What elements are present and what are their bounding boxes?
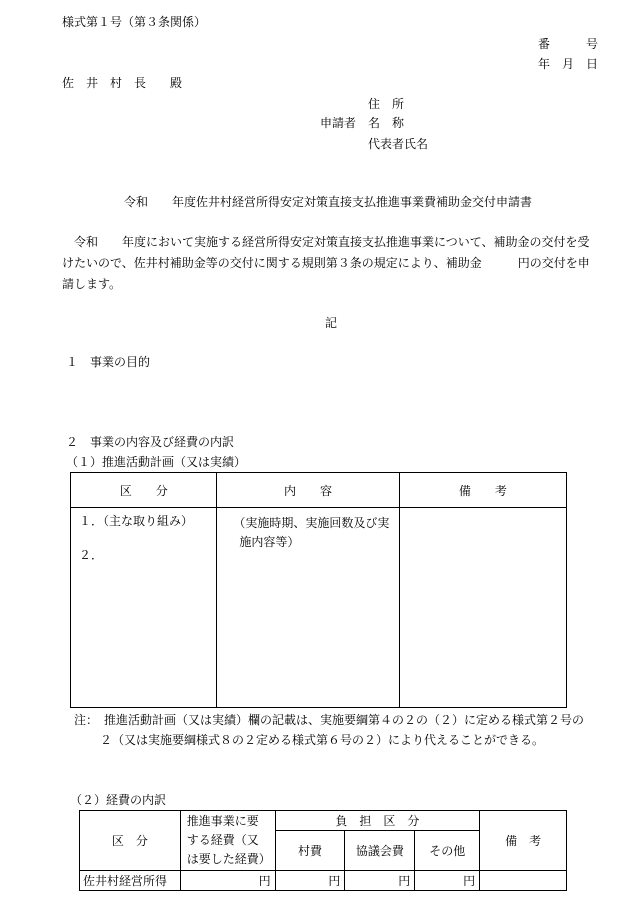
body-line: 令和 年度において実施する経営所得安定対策直接支払推進事業について、補助金の交付を受 [62, 235, 590, 249]
remarks-value [480, 871, 567, 891]
note-line: 注： 推進活動計画（又は実績）欄の記載は、実施要綱第４の２の（２）に定める様式第２号の [74, 713, 585, 727]
header-remarks: 備 考 [399, 473, 566, 508]
note-line: ２（又は実施要綱様式８の２定める様式第６号の２）により代えることができる。 [100, 733, 545, 747]
address-label: 住 所 [368, 97, 405, 111]
item-2: ２． [79, 548, 104, 562]
applicant-label: 申請者 [320, 116, 357, 130]
body-line: 請します。 [62, 277, 122, 291]
name-label: 名 称 [368, 116, 405, 130]
ki-mark: 記 [325, 316, 338, 330]
document-title: 令和 年度佐井村経営所得安定対策直接支払推進事業費補助金交付申請書 [124, 195, 533, 209]
sub-activity-plan: （１）推進活動計画（又は実績） [66, 455, 247, 469]
village-cost-header: 村費 [275, 831, 345, 871]
burden-header: 負 担 区 分 [275, 811, 480, 831]
expense-header-line: は要した経費） [186, 852, 271, 866]
content-hint-line: 施内容等） [239, 535, 300, 549]
item-1: １．（主な取り組み） [79, 514, 194, 528]
form-id: 様式第１号（第３条関係） [62, 15, 207, 29]
village-yen: 円 [275, 871, 345, 891]
number-label: 番 号 [538, 37, 599, 51]
expense-yen: 円 [180, 871, 275, 891]
section-content: ２ 事業の内容及び経費の内訳 [66, 435, 235, 449]
body-line: けたいので、佐井村補助金等の交付に関する規則第３条の規定により、補助金 円の交付を申 [62, 256, 590, 270]
section-purpose: １ 事業の目的 [66, 355, 151, 369]
other-yen: 円 [415, 871, 480, 891]
expense-header [180, 811, 275, 871]
expense-header-line: する経費（又 [186, 833, 259, 847]
representative-label: 代表者氏名 [368, 137, 429, 151]
expense-table [79, 810, 567, 891]
council-yen: 円 [345, 871, 415, 891]
sub-expense-breakdown: （２）経費の内訳 [70, 793, 167, 807]
kubun-header: 区 分 [80, 811, 181, 871]
remarks-cell [399, 508, 566, 708]
other-cost-header: その他 [415, 831, 480, 871]
header-kubun: 区 分 [71, 473, 217, 508]
row-label: 佐井村経営所得 [80, 871, 181, 891]
body-paragraph [62, 232, 608, 295]
content-cell [217, 508, 399, 708]
kubun-cell [71, 508, 217, 708]
activity-plan-table [70, 472, 567, 708]
council-cost-header: 協議会費 [345, 831, 415, 871]
content-hint-line: （実施時期、実施回数及び実 [233, 516, 390, 530]
addressee: 佐 井 村 長 殿 [62, 76, 183, 90]
header-content: 内 容 [217, 473, 399, 508]
date-label: 年 月 日 [538, 57, 599, 71]
expense-header-line: 推進事業に要 [186, 814, 259, 828]
remarks-header: 備 考 [480, 811, 567, 871]
